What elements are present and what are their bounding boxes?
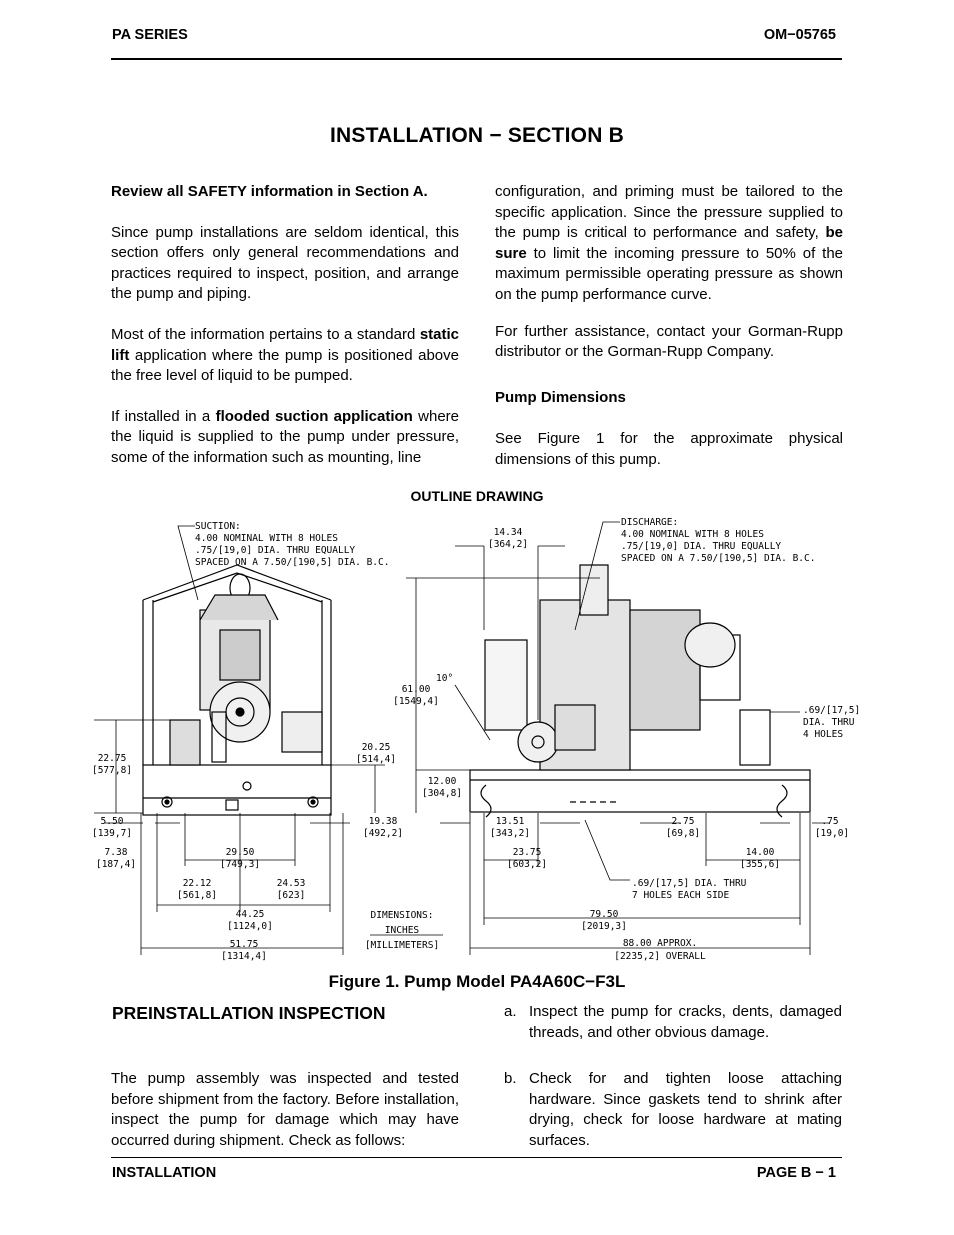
suction-note-line: .75/[19,0] DIA. THRU EQUALLY	[195, 545, 356, 556]
suction-note-line: 4.00 NOMINAL WITH 8 HOLES	[195, 533, 338, 544]
dim-2-75: 2.75	[671, 816, 695, 827]
dimensions-legend-inches: INCHES	[384, 925, 420, 936]
left-column	[111, 182, 459, 469]
dim-20-25-mm: [514,4]	[355, 754, 397, 765]
dim-61-00: 61.00	[401, 684, 431, 695]
discharge-note-line: DISCHARGE:	[621, 517, 679, 528]
dim-88-00: 88.00 APPROX.	[622, 938, 698, 949]
page-title: INSTALLATION − SECTION B	[330, 124, 624, 147]
dim-14-34-mm: [364,2]	[487, 539, 529, 550]
dim-51-75: 51.75	[229, 939, 259, 950]
dim-19-38-mm: [492,2]	[362, 828, 404, 839]
dim-7-38-mm: [187,4]	[95, 859, 137, 870]
dim-23-75-mm: [603,2]	[506, 859, 548, 870]
dim-22-12-mm: [561,8]	[176, 890, 218, 901]
list-item	[504, 1069, 842, 1151]
dim-20-25: 20.25	[361, 742, 391, 753]
dim-13-51: 13.51	[495, 816, 525, 827]
dim-holes-4: DIA. THRU	[803, 717, 855, 728]
list-item-label: b.	[504, 1070, 517, 1087]
dim-29-50: 29.50	[225, 847, 255, 858]
dim-7-38: 7.38	[104, 847, 128, 858]
side-view	[470, 565, 810, 817]
outline-drawing	[0, 480, 954, 970]
dim-22-75: 22.75	[97, 753, 127, 764]
dim-12-00-mm: [304,8]	[421, 788, 463, 799]
footer-rule	[111, 1157, 842, 1158]
dim-29-50-mm: [749,3]	[219, 859, 261, 870]
header-rule	[111, 58, 842, 60]
section-heading: PREINSTALLATION INSPECTION	[112, 1003, 386, 1023]
safety-notice: Review all SAFETY information in Section A.	[111, 183, 428, 200]
figure-reference-paragraph: See Figure 1 for the approximate physical dimensions of this pump.	[495, 430, 843, 468]
dim-5-50-mm: [139,7]	[91, 828, 133, 839]
dimensions-legend: DIMENSIONS:	[370, 910, 434, 921]
discharge-note-line: 4.00 NOMINAL WITH 8 HOLES	[621, 529, 764, 540]
list-item-text: Check for and tighten loose attaching hardware. Since gaskets tend to shrink after drying, check for loose hardware at mating surfaces.	[529, 1070, 842, 1149]
dim-61-00-mm: [1549,4]	[393, 696, 439, 707]
dim-24-53: 24.53	[276, 878, 306, 889]
dim-holes-4: 4 HOLES	[803, 729, 844, 740]
configuration-paragraph: configuration, and priming must be tailored to the specific application. Since the pressure supplied to the pump is critical to performance and safety, be sure to limit the incoming pressure to 50% of the maximum permissible operating pressure as shown on the pump performance curve.	[495, 183, 843, 303]
dim-44-25: 44.25	[235, 909, 265, 920]
footer-page-number: PAGE B − 1	[756, 1165, 836, 1181]
right-column	[495, 182, 843, 471]
dim-79-50-mm: [2019,3]	[581, 921, 627, 932]
dim-24-53-mm: [623]	[276, 890, 306, 901]
dim-22-12: 22.12	[182, 878, 212, 889]
dim-14-34: 14.34	[493, 527, 523, 538]
discharge-note-line: SPACED ON A 7.50/[190,5] DIA. B.C.	[621, 553, 816, 564]
front-view	[143, 565, 331, 815]
static-lift-paragraph: Most of the information pertains to a standard static lift application where the pump is positioned above the free level of liquid to be pumped.	[111, 325, 459, 385]
inspection-intro: The pump assembly was inspected and tested before shipment from the factory. Before installation, inspect the pump for damage which may have occurred during shipment. Check as follows:	[111, 1070, 459, 1149]
dimensions-legend-mm: [MILLIMETERS]	[364, 940, 440, 951]
dim-88-00-mm: [2235,2] OVERALL	[614, 951, 706, 962]
dim-51-75-mm: [1314,4]	[221, 951, 267, 962]
suction-note-line: SPACED ON A 7.50/[190,5] DIA. B.C.	[195, 557, 390, 568]
dim-5-50: 5.50	[100, 816, 124, 827]
dim-79-50: 79.50	[589, 909, 619, 920]
dim-14-00-mm: [355,6]	[739, 859, 781, 870]
dim-angle: 10°	[436, 673, 454, 684]
dim-2-75-mm: [69,8]	[665, 828, 701, 839]
dim-holes-7: .69/[17,5] DIA. THRU	[632, 878, 747, 889]
dim-13-51-mm: [343,2]	[489, 828, 531, 839]
header-series: PA SERIES	[112, 27, 188, 43]
dim-holes-4: .69/[17,5]	[803, 705, 861, 716]
dim-22-75-mm: [577,8]	[91, 765, 133, 776]
outline-drawing-heading: OUTLINE DRAWING	[410, 488, 544, 504]
dim-14-00: 14.00	[745, 847, 775, 858]
dim-19-38: 19.38	[368, 816, 398, 827]
assistance-paragraph: For further assistance, contact your Gorman-Rupp distributor or the Gorman-Rupp Company.	[495, 322, 843, 361]
intro-paragraph: Since pump installations are seldom identical, this section offers only general recommendations and practices required to inspect, position, and arrange the pump and piping.	[111, 223, 459, 303]
pump-dimensions-heading: Pump Dimensions	[495, 388, 626, 406]
list-item-label: a.	[504, 1003, 517, 1020]
dim-0-75: .75	[821, 816, 839, 827]
footer-section: INSTALLATION	[112, 1165, 217, 1181]
dim-12-00: 12.00	[427, 776, 457, 787]
dim-44-25-mm: [1124,0]	[227, 921, 273, 932]
flooded-suction-paragraph: If installed in a flooded suction application where the liquid is supplied to the pump under pressure, some of the information such as mounting, line	[111, 407, 459, 466]
suction-note-line: SUCTION:	[195, 521, 241, 532]
figure-caption: Figure 1. Pump Model PA4A60C−F3L	[328, 972, 626, 991]
header-doc-number: OM−05765	[763, 27, 836, 43]
dim-holes-7: 7 HOLES EACH SIDE	[632, 890, 730, 901]
list-item-text: Inspect the pump for cracks, dents, damaged threads, and other obvious damage.	[529, 1003, 842, 1041]
dim-23-75: 23.75	[512, 847, 542, 858]
dim-0-75-mm: [19,0]	[814, 828, 850, 839]
list-item	[504, 1002, 842, 1043]
discharge-note-line: .75/[19,0] DIA. THRU EQUALLY	[621, 541, 782, 552]
